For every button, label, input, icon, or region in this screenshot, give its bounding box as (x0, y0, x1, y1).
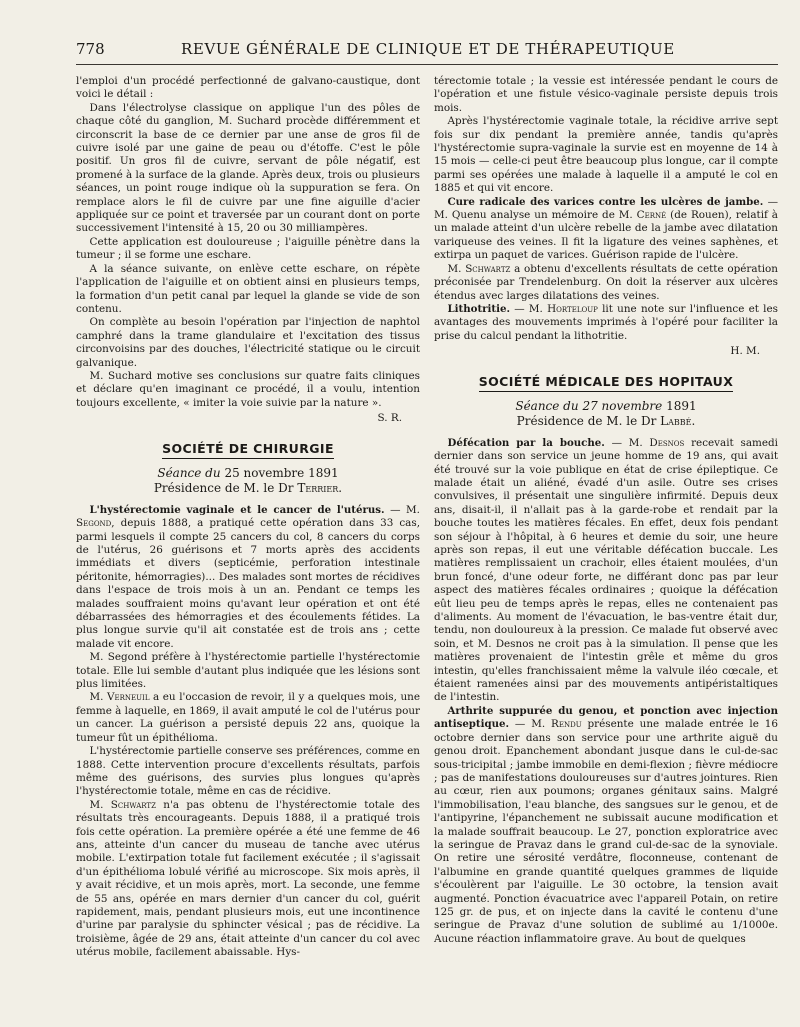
paragraph: M. Schwartz n'a pas obtenu de l'hystérectomie totale des résultats très encourageants. Depuis 1888, il a pratiqué trois fois cette opération. La première opérée a été une femme de 46 ans, atteinte d'un cancer du museau de tanche avec utérus mobile. L'extirpation totale fut facilement exécutée ; il s'agissait d'un épithélioma lobulé vérifié au microscope. Six mois après, il y avait récidive, et un mois après, mort. La seconde, une femme de 55 ans, opérée en mars dernier d'un cancer du col, guérit rapidement, mais, pendant plusieurs mois, eut une incontinence d'urine par paralysie du sphincter vésical ; pas de récidive. La troisième, âgée de 29 ans, était atteinte d'un cancer du col avec utérus mobile, facilement abaissable. Hys- (76, 798, 420, 959)
subsection-title: L'hystérectomie vaginale et le cancer de l'utérus. (89, 503, 385, 516)
paragraph: L'hystérectomie partielle conserve ses préférences, comme en 1888. Cette intervention procure d'excellents résultats, parfois même des guérisons, des survies plus longues qu'après l'hystérectomie totale, même en cas de récidive. (76, 745, 420, 798)
paragraph: L'hystérectomie vaginale et le cancer de l'utérus. — M. Segond, depuis 1888, a pratiqué cette opération dans 33 cas, parmi lesquels il compte 25 cancers du col, 8 cancers du corps de l'utérus, 26 guérisons et 7 morts après des accidents immédiats et divers (septicémie, perforation intestinale péritonite, hémorragies)... Des malades sont mortes de récidives dans l'espace de trois mois à un an. Pendant ce temps les malades souffraient moins qu'avant leur opération et ont été débarrassées des hémorragies et des écoulements fétides. La plus longue survie qu'il ait constatée est de trois ans ; cette malade vit encore. (76, 503, 420, 650)
session-presidency: Présidence de M. le Dr Terrier. (153, 481, 343, 496)
session-presidency: Présidence de M. le Dr Labbé. (516, 414, 696, 429)
running-title: REVUE GÉNÉRALE DE CLINIQUE ET DE THÉRAPEUTIQUE (181, 40, 675, 58)
right-column (434, 75, 778, 960)
page-number: 778 (76, 40, 105, 58)
paragraph: M. Schwartz a obtenu d'excellents résultats de cette opération préconisée par Trendelenburg. On doit la réserver aux ulcères étendus avec larges dilatations des veines. (434, 262, 778, 302)
article-signature: S. R. (377, 412, 402, 425)
subsection-title: Défécation par la bouche. (447, 436, 605, 449)
paragraph: A la séance suivante, on enlève cette eschare, on répète l'application de l'aiguille et on obtient ainsi en plusieurs temps, la formation d'un petit canal par lequel la glande se vide de son contenu. (76, 262, 420, 315)
paragraph: M. Verneuil a eu l'occasion de revoir, il y a quelques mois, une femme à laquelle, en 1869, il avait amputé le col de l'utérus pour un cancer. La guérison a persisté depuis 22 ans, quoique la tumeur fût un épithélioma. (76, 691, 421, 744)
paragraph: l'emploi d'un procédé perfectionné de galvano-caustique, dont voici le détail : (76, 75, 420, 101)
subsection-title: Arthrite suppurée du genou, et ponction avec injection antiseptique. (434, 704, 778, 731)
subsection-title: Lithotritie. (447, 302, 511, 315)
two-column-body (76, 75, 778, 960)
paragraph: Défécation par la bouche. — M. Desnos recevait samedi dernier dans son service un jeune homme de 19 ans, qui avait été trouvé sur la voie publique en état de crise épileptique. Ce malade était un aliéné, évadé d'un asile. Outre ses crises convulsives, il présentait une singulière infirmité. Depuis deux ans, disait-il, il n'allait pas à la garde-robe et rendait par la bouche toutes les matières fécales. En effet, deux fois pendant son séjour à l'hôpital, à 6 heures et demie du soir, une heure après son repas, il eut une véritable défécation buccale. Les matières remplissaient un crachoir, elles étaient moulées, d'un brun foncé, d'une odeur forte, ne différant donc pas par leur aspect des matières fécales ordinaires ; quoique la défécation eût lieu peu de temps après le repas, elles ne contenaient pas d'aliments. Au moment de l'évacuation, le bas-ventre était dur, tendu, non douloureux à la pression. Ce malade fut observé avec soin, et M. Desnos ne croit pas à la simulation. Il pense que les matières provenaient de l'intestin grêle et même du gros intestin, qu'elles franchissaient même la valvule iléo cœcale, et étaient ramenées ainsi par des mouvements antipéristaltiques de l'intestin. (434, 436, 778, 704)
paragraph: Après l'hystérectomie vaginale totale, la récidive arrive sept fois sur dix pendant la première année, tandis qu'après l'hystérectomie supra-vaginale la survie est en moyenne de 14 à 15 mois — celle-ci peut être beaucoup plus longue, car il compte parmi ses opérées une malade à laquelle il a amputé le col en 1885 et qui vit encore. (434, 115, 778, 195)
section-heading: SOCIÉTÉ DE CHIRURGIE (76, 442, 420, 455)
paragraph: Dans l'électrolyse classique on applique l'un des pôles de chaque côté du ganglion, M. Suchard procède différemment et circonscrit la base de ce dernier par une anse de gros fil de cuivre isolé par une gaine de peau ou d'étoffe. C'est le pôle positif. Un gros fil de cuivre, servant de pôle négatif, est promené à la surface de la glande. Après deux, trois ou plusieurs séances, un point rouge indique où la suppuration se fera. On remplace alors le fil de cuivre par une fine aiguille d'acier appliquée sur ce point et traversée par un courant dont on porte successivement l'intensité à 15, 20 ou 30 milliampères. (76, 101, 420, 235)
paragraph: Cette application est douloureuse ; l'aiguille pénètre dans la tumeur ; il se forme une eschare. (76, 235, 420, 262)
left-column (76, 75, 420, 960)
page-header (76, 38, 778, 65)
paragraph: térectomie totale ; la vessie est intéressée pendant le cours de l'opération et une fistule vésico-vaginale persiste depuis trois mois. (434, 75, 778, 114)
section-heading: SOCIÉTÉ MÉDICALE DES HOPITAUX (434, 375, 778, 388)
paragraph: M. Suchard motive ses conclusions sur quatre faits cliniques et déclare qu'en imaginant ce procédé, il a voulu, intention toujours excellente, « imiter la voie suivie par la nature ». (76, 369, 420, 409)
session-date: Séance du 27 novembre 1891 (515, 398, 697, 413)
paragraph: M. Segond préfère à l'hystérectomie partielle l'hystérectomie totale. Elle lui semble d'autant plus indiquée que les lésions sont plus limitées. (76, 651, 420, 691)
session-date: Séance du 25 novembre 1891 (157, 465, 339, 480)
paragraph: Cure radicale des varices contre les ulcères de jambe. — M. Quenu analyse un mémoire de M. Cerné (de Rouen), relatif à un malade atteint d'un ulcère rebelle de la jambe avec dilatation variqueuse des veines. Il fit la ligature des veines saphènes, et extirpa un paquet de varices. Guérison rapide de l'ulcère. (434, 195, 778, 262)
paragraph: Lithotritie. — M. Horteloup lit une note sur l'influence et les avantages des mouvements imprimés à l'opéré pour faciliter la prise du calcul pendant la lithotritie. (434, 302, 778, 342)
subsection-title: Cure radicale des varices contre les ulcères de jambe. (447, 195, 764, 208)
article-signature: H. M. (730, 345, 760, 358)
paragraph: Arthrite suppurée du genou, et ponction avec injection antiseptique. — M. Rendu présente une malade entrée le 16 octobre dernier dans son service pour une arthrite aiguë du genou droit. Epanchement abondant jusque dans le cul-de-sac sous-tricipital ; jambe immobile en demi-flexion ; fièvre médiocre ; pas de manifestations douloureuses sur d'autres jointures. Rien au cœur, rien aux poumons; organes génitaux sains. Malgré l'immobilisation, l'eau blanche, des sangsues sur le genou, et de l'antipyrine, l'épanchement ne subissait aucune modification et la malade souffrait beaucoup. Le 27, ponction exploratrice avec la seringue de Pravaz dans le grand cul-de-sac de la synoviale. On retire une sérosité verdâtre, floconneuse, contenant de l'albumine en grande quantité quelques grammes de liquide s'écoulèrent par l'aiguille. Le 30 octobre, la tension avait augmenté. Ponction évacuatrice avec l'appareil Potain, on retire 125 gr. de pus, et on injecte dans la cavité le contenu d'une seringue de Pravaz d'une solution de sublimé au 1/1000e. Aucune réaction inflammatoire grave. Au bout de quelques (434, 704, 778, 945)
paragraph: On complète au besoin l'opération par l'injection de naphtol camphré dans la trame glandulaire et l'excitation des tissus circonvoisins par des douches, l'électricité statique ou le circuit galvanique. (76, 316, 420, 369)
